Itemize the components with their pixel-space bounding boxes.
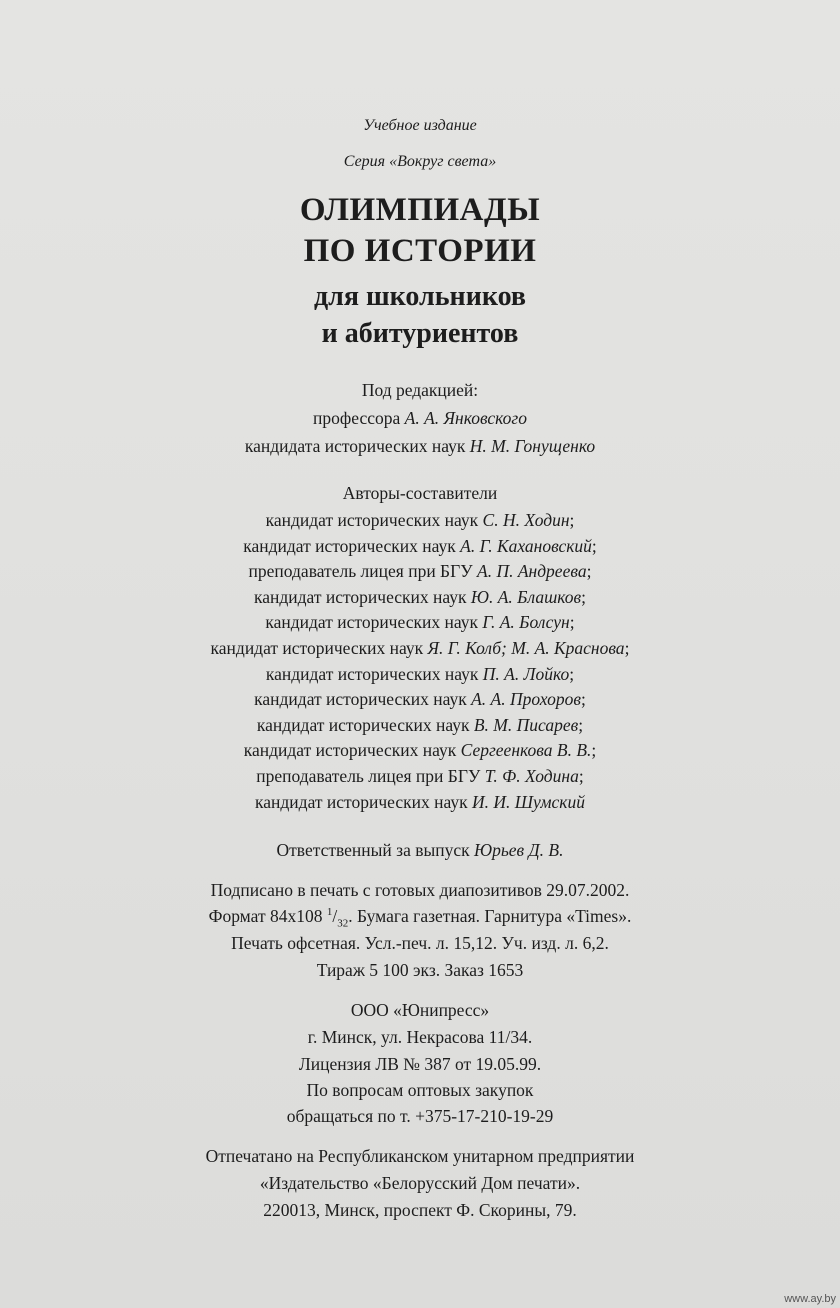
author-name: А. П. Андреева <box>477 561 587 581</box>
author-role: преподаватель лицея при БГУ <box>256 766 481 786</box>
title-line-1: ОЛИМПИАДЫ <box>299 192 541 228</box>
author-line <box>0 638 840 659</box>
author-role: преподаватель лицея при БГУ <box>248 561 473 581</box>
series-name: Серия «Вокруг света» <box>343 153 497 170</box>
watermark: www.ay.by <box>784 1293 836 1305</box>
author-role: кандидат исторических наук <box>254 689 467 709</box>
author-role: кандидат исторических наук <box>265 664 479 684</box>
printer-line-1: Отпечатано на Республиканском унитарном предприятии <box>205 1146 635 1166</box>
authors-heading: Авторы-составители <box>342 483 498 503</box>
author-line <box>0 715 840 736</box>
author-name: Ю. А. Блашков <box>470 587 582 607</box>
author-punct: ; <box>580 689 586 709</box>
author-line <box>0 766 840 787</box>
title-line-4: и абитуриентов <box>321 318 519 349</box>
author-role: кандидат исторических наук <box>255 792 468 812</box>
author-line <box>0 664 840 685</box>
author-line <box>0 510 840 531</box>
author-role: кандидат исторических наук <box>256 715 470 735</box>
author-punct: ; <box>591 536 597 556</box>
author-name: А. Г. Кахановский <box>460 536 592 556</box>
author-name: Я. Г. Колб; М. А. Краснова <box>427 638 625 658</box>
author-name: Сергеенкова В. В. <box>460 740 592 760</box>
author-name: С. Н. Ходин <box>482 510 570 530</box>
editor-line: кандидата исторических наук Н. М. Гонущенко <box>244 436 596 456</box>
title-line-2: ПО ИСТОРИИ <box>303 233 537 269</box>
responsible-line: Ответственный за выпуск Юрьев Д. В. <box>276 840 564 860</box>
printer-line-3: 220013, Минск, проспект Ф. Скорины, 79. <box>263 1200 577 1220</box>
author-role: кандидат исторических наук <box>243 740 457 760</box>
publisher-address: г. Минск, ул. Некрасова 11/34. <box>307 1027 533 1047</box>
author-punct: ; <box>624 638 630 658</box>
author-role: кандидат исторических наук <box>253 587 467 607</box>
editor-line: профессора А. А. Янковского <box>313 408 527 428</box>
author-line <box>0 587 840 608</box>
author-punct: ; <box>569 510 575 530</box>
printer-line-2: «Издательство «Белорусский Дом печати». <box>259 1173 581 1193</box>
imprint-print: Печать офсетная. Усл.-печ. л. 15,12. Уч. изд. л. 6,2. <box>231 933 609 953</box>
author-name: П. А. Лойко <box>482 664 570 684</box>
author-line <box>0 612 840 633</box>
author-punct: ; <box>591 740 597 760</box>
edition-type: Учебное издание <box>363 117 477 134</box>
author-name: Г. А. Болсун <box>482 612 570 632</box>
author-punct: ; <box>569 612 575 632</box>
publisher-phone: обращаться по т. +375-17-210-19-29 <box>286 1106 554 1126</box>
author-line <box>0 792 840 813</box>
author-role: кандидат исторических наук <box>265 510 479 530</box>
title-line-3: для школьников <box>313 281 527 312</box>
imprint-run: Тираж 5 100 экз. Заказ 1653 <box>316 960 524 980</box>
author-line <box>0 536 840 557</box>
publisher-wholesale: По вопросам оптовых закупок <box>306 1080 534 1100</box>
author-punct: ; <box>569 664 575 684</box>
publisher-license: Лицензия ЛВ № 387 от 19.05.99. <box>298 1054 542 1074</box>
author-role: кандидат исторических наук <box>210 638 424 658</box>
author-name: А. А. Прохоров <box>471 689 581 709</box>
author-name: Т. Ф. Ходина <box>484 766 579 786</box>
author-line <box>0 740 840 761</box>
author-punct: ; <box>586 561 592 581</box>
author-role: кандидат исторических наук <box>243 536 456 556</box>
imprint-signed: Подписано в печать с готовых диапозитивов 29.07.2002. <box>210 880 630 900</box>
author-role: кандидат исторических наук <box>265 612 478 632</box>
author-line <box>0 689 840 710</box>
publisher-name: ООО «Юнипресс» <box>350 1000 490 1020</box>
editors-heading: Под редакцией: <box>361 380 479 400</box>
author-name: В. М. Писарев <box>473 715 579 735</box>
author-punct: ; <box>581 587 587 607</box>
author-name: И. И. Шумский <box>471 792 585 812</box>
author-punct: ; <box>578 766 584 786</box>
author-punct: ; <box>578 715 584 735</box>
imprint-format: Формат 84х108 $^1/_{32}$. Бумага газетная. Гарнитура «Times». <box>208 906 632 930</box>
author-line <box>0 561 840 582</box>
